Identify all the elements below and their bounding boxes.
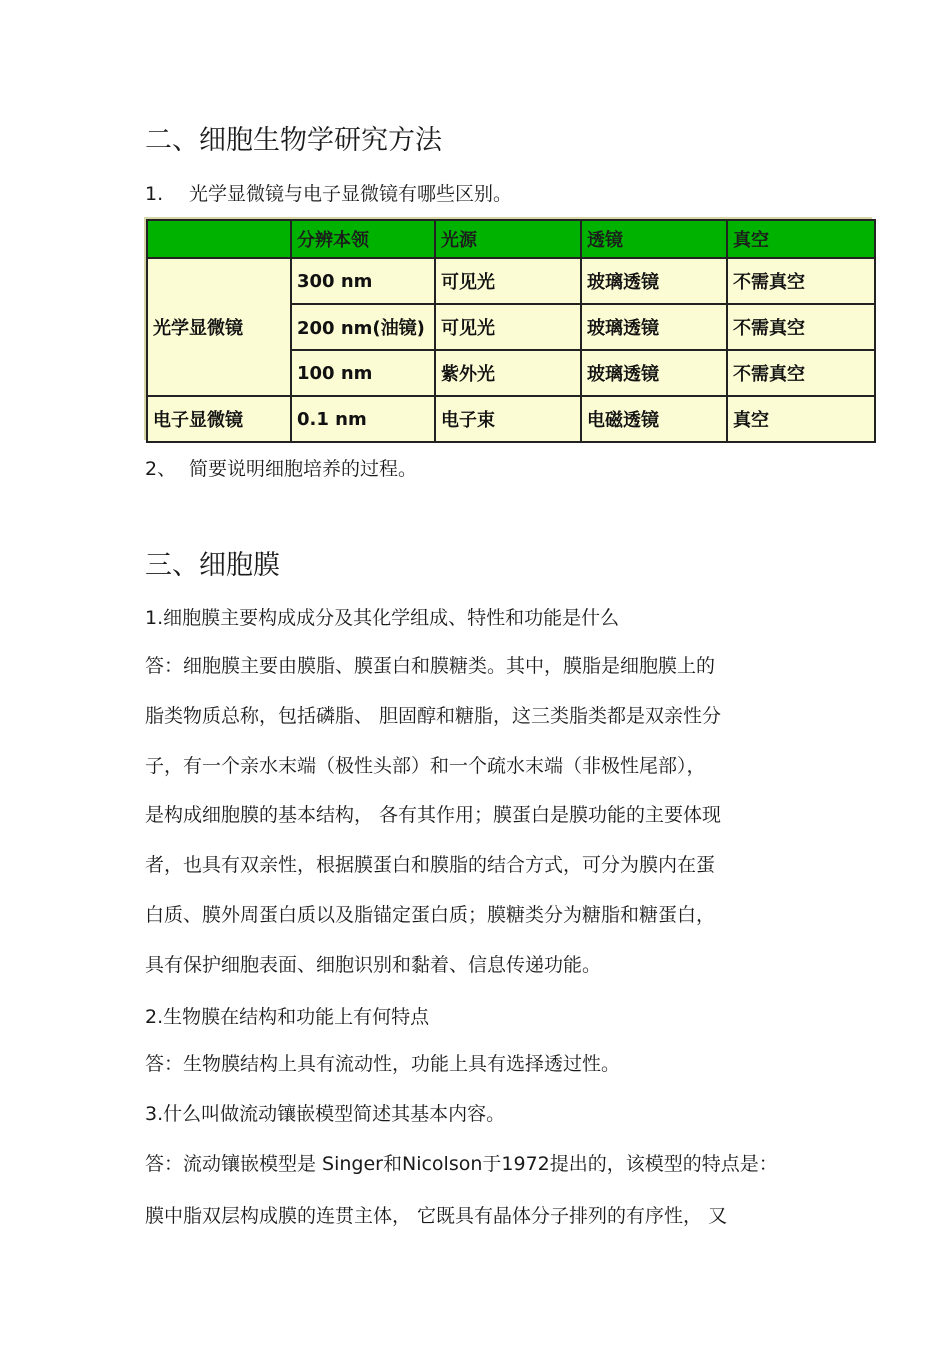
table-cell: 300 nm	[291, 258, 435, 304]
answer-1-line: 具有保护细胞表面、细胞识别和黏着、信息传递功能。	[145, 954, 602, 976]
table-row	[147, 258, 875, 304]
membrane-question-1: 1.细胞膜主要构成成分及其化学组成、特性和功能是什么	[145, 607, 620, 629]
table-cell: 紫外光	[435, 350, 581, 396]
table-cell: 不需真空	[727, 258, 875, 304]
question-1	[145, 181, 512, 207]
table-cell: 可见光	[435, 258, 581, 304]
answer-1-line: 是构成细胞膜的基本结构， 各有其作用；膜蛋白是膜功能的主要体现	[145, 804, 722, 826]
section-2-title: 二、细胞生物学研究方法	[145, 125, 442, 156]
table-cell: 真空	[727, 396, 875, 442]
table-row-group-label: 电子显微镜	[147, 396, 291, 442]
table-cell: 电磁透镜	[581, 396, 727, 442]
answer-3-line: 膜中脂双层构成膜的连贯主体， 它既具有晶体分子排列的有序性， 又	[145, 1205, 728, 1227]
question-1-number: 1.	[145, 183, 164, 205]
question-2-number: 2、	[145, 458, 177, 480]
table-cell: 玻璃透镜	[581, 258, 727, 304]
question-2	[145, 456, 417, 482]
answer-1-line: 子，有一个亲水末端（极性头部）和一个疏水末端（非极性尾部），	[145, 755, 706, 777]
answer-3-line: 答：流动镶嵌模型是 Singer和Nicolson于1972提出的，该模型的特点是：	[145, 1153, 778, 1175]
table-cell: 玻璃透镜	[581, 350, 727, 396]
table-cell: 200 nm(油镜)	[291, 304, 435, 350]
table-header-cell	[147, 220, 291, 258]
table-row	[147, 396, 875, 442]
membrane-question-3: 3.什么叫做流动镶嵌模型简述其基本内容。	[145, 1103, 506, 1125]
question-2-text: 简要说明细胞培养的过程。	[189, 458, 418, 480]
answer-1-line: 白质、膜外周蛋白质以及脂锚定蛋白质；膜糖类分为糖脂和糖蛋白，	[145, 904, 716, 926]
answer-1-line: 脂类物质总称，包括磷脂、 胆固醇和糖脂，这三类脂类都是双亲性分	[145, 705, 722, 727]
table-cell: 玻璃透镜	[581, 304, 727, 350]
table-cell: 电子束	[435, 396, 581, 442]
answer-2: 答：生物膜结构上具有流动性，功能上具有选择透过性。	[145, 1053, 621, 1075]
table-header-cell: 光源	[435, 220, 581, 258]
table-row-group-label: 光学显微镜	[147, 258, 291, 396]
answer-1-line: 者，也具有双亲性，根据膜蛋白和膜脂的结合方式，可分为膜内在蛋	[145, 854, 716, 876]
question-1-text: 光学显微镜与电子显微镜有哪些区别。	[189, 183, 513, 205]
table-cell: 可见光	[435, 304, 581, 350]
table-header-cell: 真空	[727, 220, 875, 258]
membrane-question-2: 2.生物膜在结构和功能上有何特点	[145, 1006, 430, 1028]
table-header-row	[147, 220, 875, 258]
table-header-cell: 透镜	[581, 220, 727, 258]
table-cell: 0.1 nm	[291, 396, 435, 442]
answer-1-line: 答：细胞膜主要由膜脂、膜蛋白和膜糖类。其中，膜脂是细胞膜上的	[145, 655, 716, 677]
microscope-comparison-table	[144, 217, 872, 440]
table-cell: 不需真空	[727, 304, 875, 350]
table-header-cell: 分辨本领	[291, 220, 435, 258]
table-cell: 不需真空	[727, 350, 875, 396]
section-3-title: 三、细胞膜	[145, 550, 280, 581]
table-cell: 100 nm	[291, 350, 435, 396]
